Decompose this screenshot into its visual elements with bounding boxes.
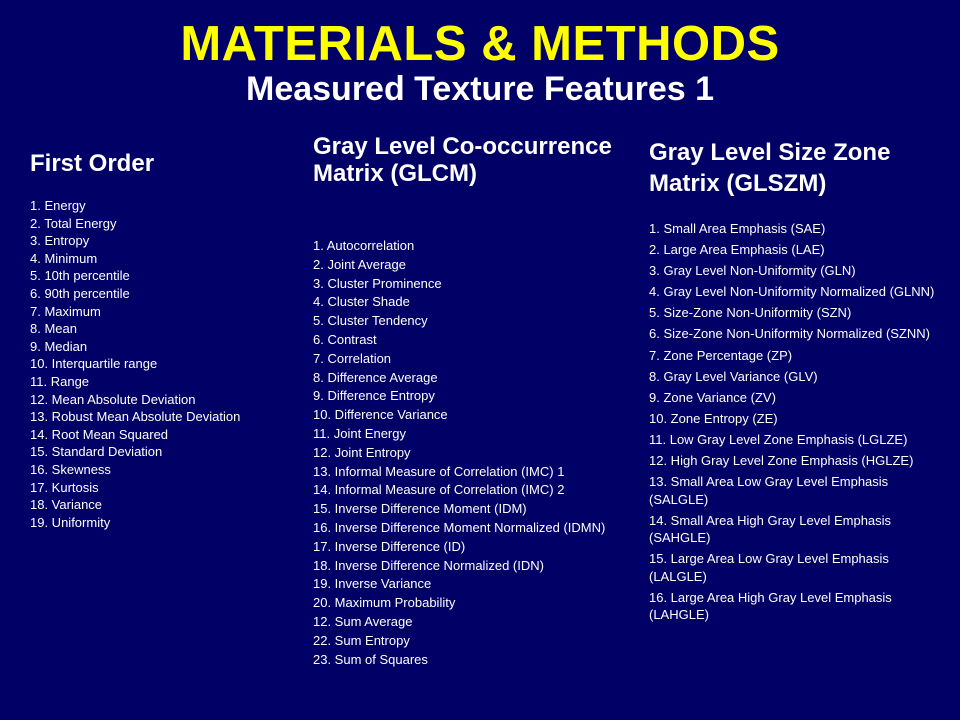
feature-list-item: 11. Low Gray Level Zone Emphasis (LGLZE) — [649, 431, 908, 447]
feature-list-item: 17. Kurtosis — [30, 479, 99, 495]
feature-list-item: 19. Uniformity — [30, 514, 111, 530]
feature-list-item: 13. Informal Measure of Correlation (IMC) 1 — [313, 463, 565, 479]
feature-list-item: 9. Zone Variance (ZV) — [649, 389, 776, 405]
feature-list-item: 6. 90th percentile — [30, 285, 130, 301]
feature-list-item: 6. Size-Zone Non-Uniformity Normalized (SZNN) — [649, 326, 931, 342]
feature-list-item: 9. Median — [30, 338, 88, 354]
feature-list-item: 7. Correlation — [313, 350, 392, 366]
first-order-list — [30, 197, 300, 531]
feature-list-item: 3. Entropy — [30, 233, 90, 249]
first-order-heading: First Order — [30, 150, 155, 177]
glszm-list — [649, 220, 949, 628]
feature-list-item: 14. Root Mean Squared — [30, 426, 169, 442]
feature-list-item: 1. Autocorrelation — [313, 238, 415, 253]
feature-list-item: 20. Maximum Probability — [313, 595, 456, 611]
feature-list-item: 14. Informal Measure of Correlation (IMC) 2 — [313, 482, 565, 498]
feature-list-item: 3. Gray Level Non-Uniformity (GLN) — [649, 263, 856, 279]
feature-list-item: 11. Range — [30, 373, 90, 389]
feature-list-item: 1. Small Area Emphasis (SAE) — [649, 221, 826, 236]
feature-list-item: 8. Mean — [30, 321, 77, 337]
feature-list-item: 6. Contrast — [313, 331, 377, 347]
feature-list-item: 2. Large Area Emphasis (LAE) — [649, 242, 825, 258]
feature-list-item: 16. Inverse Difference Moment Normalized (IDMN) — [313, 519, 606, 535]
glszm-heading: Gray Level Size Zone Matrix (GLSZM) — [649, 139, 891, 197]
feature-list-item: 10. Difference Variance — [313, 407, 448, 423]
feature-list-item: 11. Joint Energy — [313, 425, 406, 441]
feature-list-item: 12. Joint Entropy — [313, 444, 411, 460]
feature-list-item: 15. Large Area Low Gray Level Emphasis (LALGLE) — [649, 551, 889, 584]
feature-list-item: 16. Large Area High Gray Level Emphasis (LAHGLE) — [649, 589, 892, 623]
feature-list-item: 2. Joint Average — [313, 256, 406, 272]
feature-list-item: 18. Inverse Difference Normalized (IDN) — [313, 557, 544, 573]
glcm-heading: Gray Level Co-occurrence Matrix (GLCM) — [313, 133, 612, 187]
feature-list-item: 5. Size-Zone Non-Uniformity (SZN) — [649, 305, 852, 321]
feature-list-item: 4. Cluster Shade — [313, 294, 410, 310]
slide-title: MATERIALS & METHODS — [180, 17, 780, 71]
feature-list-item: 10. Zone Entropy (ZE) — [649, 410, 778, 426]
feature-list-item: 15. Standard Deviation — [30, 444, 163, 460]
feature-list-item: 18. Variance — [30, 497, 103, 513]
feature-list-item: 7. Zone Percentage (ZP) — [649, 347, 793, 363]
feature-list-item: 12. High Gray Level Zone Emphasis (HGLZE) — [649, 453, 914, 469]
glcm-list — [313, 237, 613, 669]
feature-list-item: 22. Sum Entropy — [313, 632, 410, 648]
feature-list-item: 8. Difference Average — [313, 369, 438, 385]
feature-list-item: 3. Cluster Prominence — [313, 275, 442, 291]
feature-list-item: 13. Small Area Low Gray Level Emphasis (SALGLE) — [649, 474, 889, 507]
feature-list-item: 2. Total Energy — [30, 215, 117, 231]
feature-list-item: 8. Gray Level Variance (GLV) — [649, 368, 818, 384]
slide-subtitle: Measured Texture Features 1 — [246, 70, 714, 108]
feature-list-item: 5. 10th percentile — [30, 268, 130, 284]
feature-list-item: 15. Inverse Difference Moment (IDM) — [313, 501, 527, 517]
feature-list-item: 10. Interquartile range — [30, 356, 158, 372]
feature-list-item: 4. Minimum — [30, 250, 98, 266]
feature-list-item: 19. Inverse Variance — [313, 576, 432, 592]
feature-list-item: 12. Mean Absolute Deviation — [30, 391, 196, 407]
feature-list-item: 7. Maximum — [30, 303, 101, 319]
feature-list-item: 9. Difference Entropy — [313, 388, 435, 404]
feature-list-item: 4. Gray Level Non-Uniformity Normalized (GLNN) — [649, 284, 935, 300]
feature-list-item: 13. Robust Mean Absolute Deviation — [30, 409, 241, 425]
feature-list-item: 14. Small Area High Gray Level Emphasis (SAHGLE) — [649, 512, 892, 546]
feature-list-item: 5. Cluster Tendency — [313, 313, 428, 329]
feature-list-item: 23. Sum of Squares — [313, 651, 428, 667]
feature-list-item: 1. Energy — [30, 198, 86, 213]
feature-list-item: 12. Sum Average — [313, 613, 413, 629]
feature-list-item: 17. Inverse Difference (ID) — [313, 538, 466, 554]
feature-list-item: 16. Skewness — [30, 461, 111, 477]
